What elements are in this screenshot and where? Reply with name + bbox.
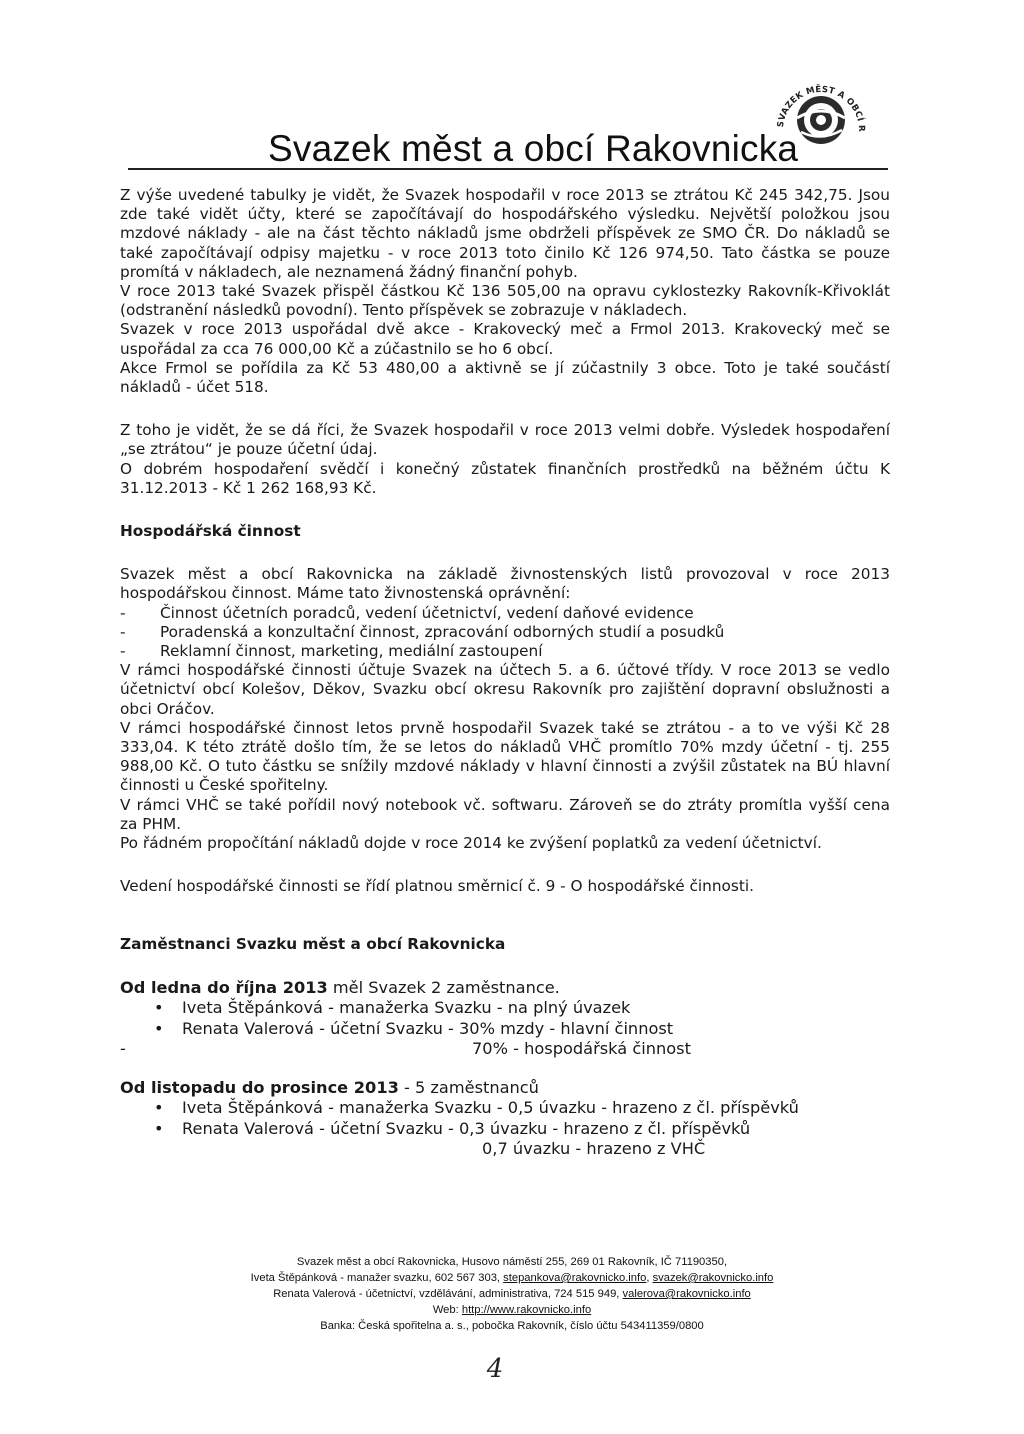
website-link[interactable]: http://www.rakovnicko.info	[461, 1304, 592, 1316]
footer-web-line	[120, 1302, 904, 1318]
employees-section	[120, 978, 890, 1160]
footer-accountant-text: Renata Valerová - účetnictví, vzdělávání, administrativa, 724 515 949,	[273, 1288, 623, 1300]
paragraph-fees: Po řádném propočítání nákladů dojde v roce 2014 ke zvýšení poplatků za vedení účetnictví.	[120, 834, 822, 853]
business-heading: Hospodářská činnost	[120, 522, 301, 541]
period2-text: - 5 zaměstnanců	[398, 1077, 539, 1097]
employee-item: • Renata Valerová - účetní Svazku - 30% mzdy - hlavní činnost	[120, 1019, 890, 1040]
footer-accountant-line	[120, 1286, 904, 1302]
page-number: 4	[486, 1354, 504, 1384]
business-intro: Svazek měst a obcí Rakovnicka na základě živnostenských listů provozoval v roce 2013 hospodářskou činnost. Máme tato živnostenská oprávnění:	[120, 565, 890, 603]
paragraph-events: Svazek v roce 2013 uspořádal dvě akce - Krakovecký meč a Frmol 2013. Krakovecký meč se uspořádal za cca 76 000,00 Kč a zúčastnilo se ho 6 obcí.	[120, 320, 890, 358]
office-email-link[interactable]: svazek@rakovnicko.info	[652, 1272, 774, 1284]
period1-continuation	[120, 1039, 890, 1060]
period2-list	[120, 1098, 890, 1139]
organization-title: Svazek měst a obcí Rakovnicka	[268, 128, 799, 169]
period1-cont-text: 70% - hospodářská činnost	[472, 1039, 691, 1059]
footer-address: Svazek měst a obcí Rakovnicka, Husovo náměstí 255, 269 01 Rakovník, IČ 71190350,	[296, 1256, 728, 1268]
period1-label: Od ledna do října 2013	[120, 977, 328, 997]
period2-label: Od listopadu do prosince 2013	[120, 1077, 399, 1097]
licence-item: - Reklamní činnost, marketing, mediální zastoupení	[120, 642, 890, 661]
page-header	[128, 60, 888, 172]
employees-heading: Zaměstnanci Svazku měst a obcí Rakovnicka	[120, 934, 506, 953]
period1-text: měl Svazek 2 zaměstnance.	[327, 977, 560, 997]
paragraph-cycle-path: V roce 2013 také Svazek přispěl částkou Kč 136 505,00 na opravu cyklostezky Rakovník-Křivoklát (odstranění následků povodní). Tento příspěvek se zobrazuje v nákladech.	[120, 282, 890, 320]
paragraph-loss-summary: Z výše uvedené tabulky je vidět, že Svazek hospodařil v roce 2013 se ztrátou Kč 245 342,75. Jsou zde také vidět účty, které se započítávají do hospodářského výsledku. Největší položkou jsou mzdové náklady - ale na část těchto nákladů jsme obdrželi příspěvek ze SMO ČR. Do nákladů se také započítávají odpisy majetku - v roce 2013 toto činilo Kč 126 974,50. Tato částka se pouze promítá v nákladech, ale neznamená žádný finanční pohyb.	[120, 186, 890, 281]
manager-email-link[interactable]: stepankova@rakovnicko.info	[503, 1272, 647, 1284]
paragraph-business-loss: V rámci hospodářské činnost letos prvně hospodařil Svazek také se ztrátou - a to ve výši Kč 28 333,04. K této ztrátě došlo tím, že se letos do nákladů VHČ promítlo 70% mzdy účetní - tj. 255 988,00 Kč. O tuto částku se snížily mzdové náklady v hlavní činnosti a zvýšil zůstatek na BÚ hlavní činnosti u České spořitelny.	[120, 718, 890, 795]
period2-continuation: 0,7 úvazku - hrazeno z VHČ	[482, 1139, 706, 1159]
employee-item: • Iveta Štěpánková - manažerka Svazku - 0,5 úvazku - hrazeno z čl. příspěvků	[120, 1098, 890, 1119]
page-footer	[120, 1254, 904, 1334]
logo-emblem-icon	[756, 60, 886, 160]
organization-logo	[756, 60, 886, 160]
paragraph-conclusion: Z toho je vidět, že se dá říci, že Svazek hospodařil v roce 2013 velmi dobře. Výsledek hospodaření „se ztrátou“ je pouze účetní údaj.	[120, 421, 890, 459]
paragraph-accounts: V rámci hospodářské činnosti účtuje Svazek na účtech 5. a 6. účtové třídy. V roce 2013 se vedlo účetnictví obcí Kolešov, Děkov, Svazku obcí okresu Rakovník pro zajištění dopravní obslužnosti a obci Oráčov.	[120, 661, 890, 718]
footer-bank: Banka: Česká spořitelna a. s., pobočka Rakovník, číslo účtu 543411359/0800	[320, 1320, 704, 1332]
period1-list	[120, 998, 890, 1039]
employee-item: • Renata Valerová - účetní Svazku - 0,3 úvazku - hrazeno z čl. příspěvků	[120, 1119, 890, 1140]
footer-web-label: Web:	[432, 1304, 462, 1316]
licence-item: - Činnost účetních poradců, vedení účetnictví, vedení daňové evidence	[120, 604, 890, 623]
header-divider	[128, 168, 888, 170]
paragraph-directive: Vedení hospodářské činnosti se řídí platnou směrnicí č. 9 - O hospodářské činnosti.	[120, 877, 754, 896]
licence-item: - Poradenská a konzultační činnost, zpracování odborných studií a posudků	[120, 623, 890, 642]
employee-item: • Iveta Štěpánková - manažerka Svazku - na plný úvazek	[120, 998, 890, 1019]
accountant-email-link[interactable]: valerova@rakovnicko.info	[622, 1288, 751, 1300]
paragraph-notebook: V rámci VHČ se také pořídil nový notebook vč. softwaru. Zároveň se do ztráty promítla vyšší cena za PHM.	[120, 795, 890, 833]
paragraph-final-balance: O dobrém hospodaření svědčí i konečný zůstatek finančních prostředků na běžném účtu K 31.12.2013 - Kč 1 262 168,93 Kč.	[120, 459, 890, 497]
licence-list	[120, 604, 890, 662]
footer-separator: ,	[646, 1272, 653, 1284]
footer-manager-text: Iveta Štěpánková - manažer svazku, 602 567 303,	[250, 1272, 504, 1284]
footer-manager-line	[120, 1270, 904, 1286]
document-body	[120, 186, 890, 1160]
logo-ring-text: SVAZEK MĚST A OBCÍ R	[776, 84, 867, 133]
period2-line	[120, 1078, 890, 1099]
period1-dash: -	[120, 1039, 126, 1059]
paragraph-frmol: Akce Frmol se pořídila za Kč 53 480,00 a aktivně se jí zúčastnily 3 obce. Toto je také součástí nákladů - účet 518.	[120, 358, 890, 397]
period1-line	[120, 978, 890, 999]
